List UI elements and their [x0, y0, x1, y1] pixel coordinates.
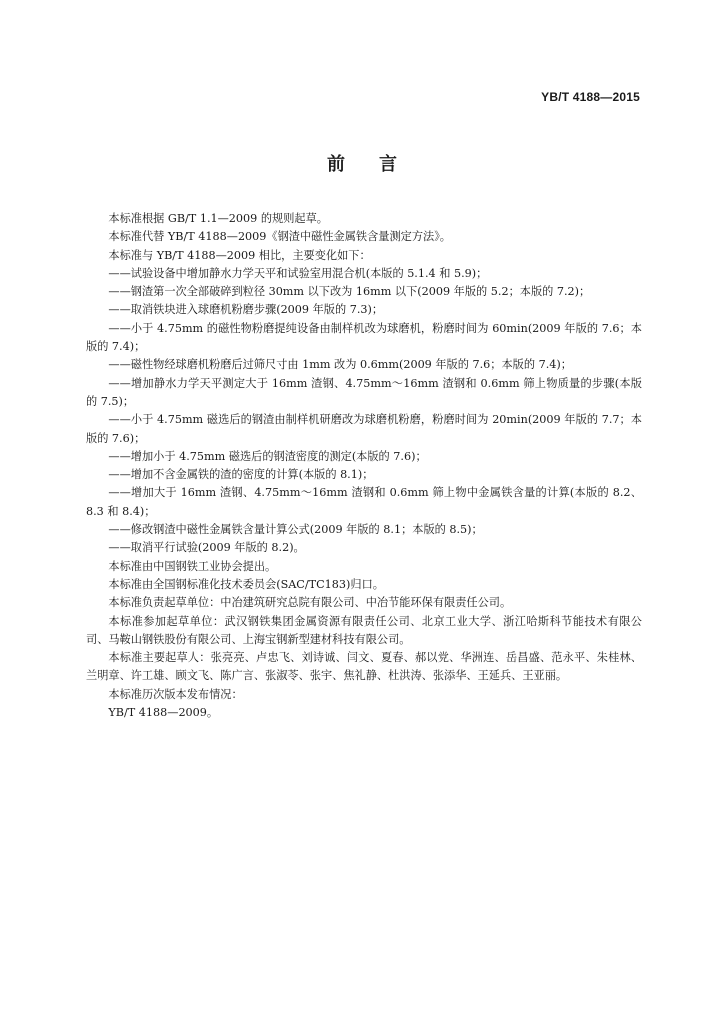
- change-list-item: ——小于 4.75mm 磁选后的钢渣由制样机研磨改为球磨机粉磨，粉磨时间为 20min(2009 年版的 7.7；本版的 7.6)；: [86, 413, 642, 445]
- foreword-body: [86, 210, 642, 722]
- change-list-item: ——试验设备中增加静水力学天平和试验室用混合机(本版的 5.1.4 和 5.9)；: [108, 266, 488, 280]
- paragraph: 本标准与 YB/T 4188—2009 相比，主要变化如下：: [108, 248, 371, 262]
- paragraph: 本标准由全国钢标准化技术委员会(SAC/TC183)归口。: [108, 577, 384, 591]
- change-list-item: ——取消铁块进入球磨机粉磨步骤(2009 年版的 7.3)；: [108, 303, 384, 317]
- paragraph: 本标准主要起草人：张亮亮、卢忠飞、刘诗诚、闫文、夏春、郝以党、华洲连、岳昌盛、范永平、朱桂林、兰明章、许工雄、顾文飞、陈广言、张淑苓、张宇、焦礼静、杜洪涛、张添华、王延兵、王亚丽。: [86, 651, 642, 683]
- paragraph: 本标准负责起草单位：中冶建筑研究总院有限公司、中冶节能环保有限责任公司。: [108, 596, 512, 610]
- change-list-item: ——增加静水力学天平测定大于 16mm 渣钢、4.75mm～16mm 渣钢和 0.6mm 筛上物质量的步骤(本版的 7.5)；: [86, 376, 642, 408]
- change-list-item: ——修改钢渣中磁性金属铁含量计算公式(2009 年版的 8.1；本版的 8.5)；: [108, 523, 483, 537]
- change-list-item: ——磁性物经球磨机粉磨后过筛尺寸由 1mm 改为 0.6mm(2009 年版的 7.6；本版的 7.4)；: [108, 358, 572, 372]
- paragraph: 本标准代替 YB/T 4188—2009《钢渣中磁性金属铁含量测定方法》。: [108, 230, 451, 244]
- paragraph: YB/T 4188—2009。: [108, 706, 219, 720]
- page-title: 前言: [327, 154, 431, 175]
- change-list-item: ——增加小于 4.75mm 磁选后的钢渣密度的测定(本版的 7.6)；: [108, 449, 427, 463]
- paragraph: 本标准根据 GB/T 1.1—2009 的规则起草。: [108, 212, 328, 225]
- change-list-item: ——小于 4.75mm 的磁性物粉磨提纯设备由制样机改为球磨机，粉磨时间为 60min(2009 年版的 7.6；本版的 7.4)；: [86, 321, 642, 354]
- paragraph: 本标准参加起草单位：武汉钢铁集团金属资源有限责任公司、北京工业大学、浙江哈斯科节能技术有限公司、马鞍山钢铁股份有限公司、上海宝钢新型建材科技有限公司。: [86, 614, 642, 646]
- change-list-item: ——增加大于 16mm 渣钢、4.75mm～16mm 渣钢和 0.6mm 筛上物中金属铁含量的计算(本版的 8.2、8.3 和 8.4)；: [86, 486, 642, 518]
- paragraph: 本标准历次版本发布情况：: [108, 687, 243, 701]
- change-list-item: ——增加不含金属铁的渣的密度的计算(本版的 8.1)；: [108, 468, 374, 482]
- change-list-item: ——取消平行试验(2009 年版的 8.2)。: [108, 541, 305, 555]
- standard-number: YB/T 4188—2015: [541, 90, 640, 104]
- paragraph: 本标准由中国钢铁工业协会提出。: [108, 559, 277, 573]
- change-list-item: ——钢渣第一次全部破碎到粒径 30mm 以下改为 16mm 以下(2009 年版的 5.2；本版的 7.2)；: [108, 285, 591, 299]
